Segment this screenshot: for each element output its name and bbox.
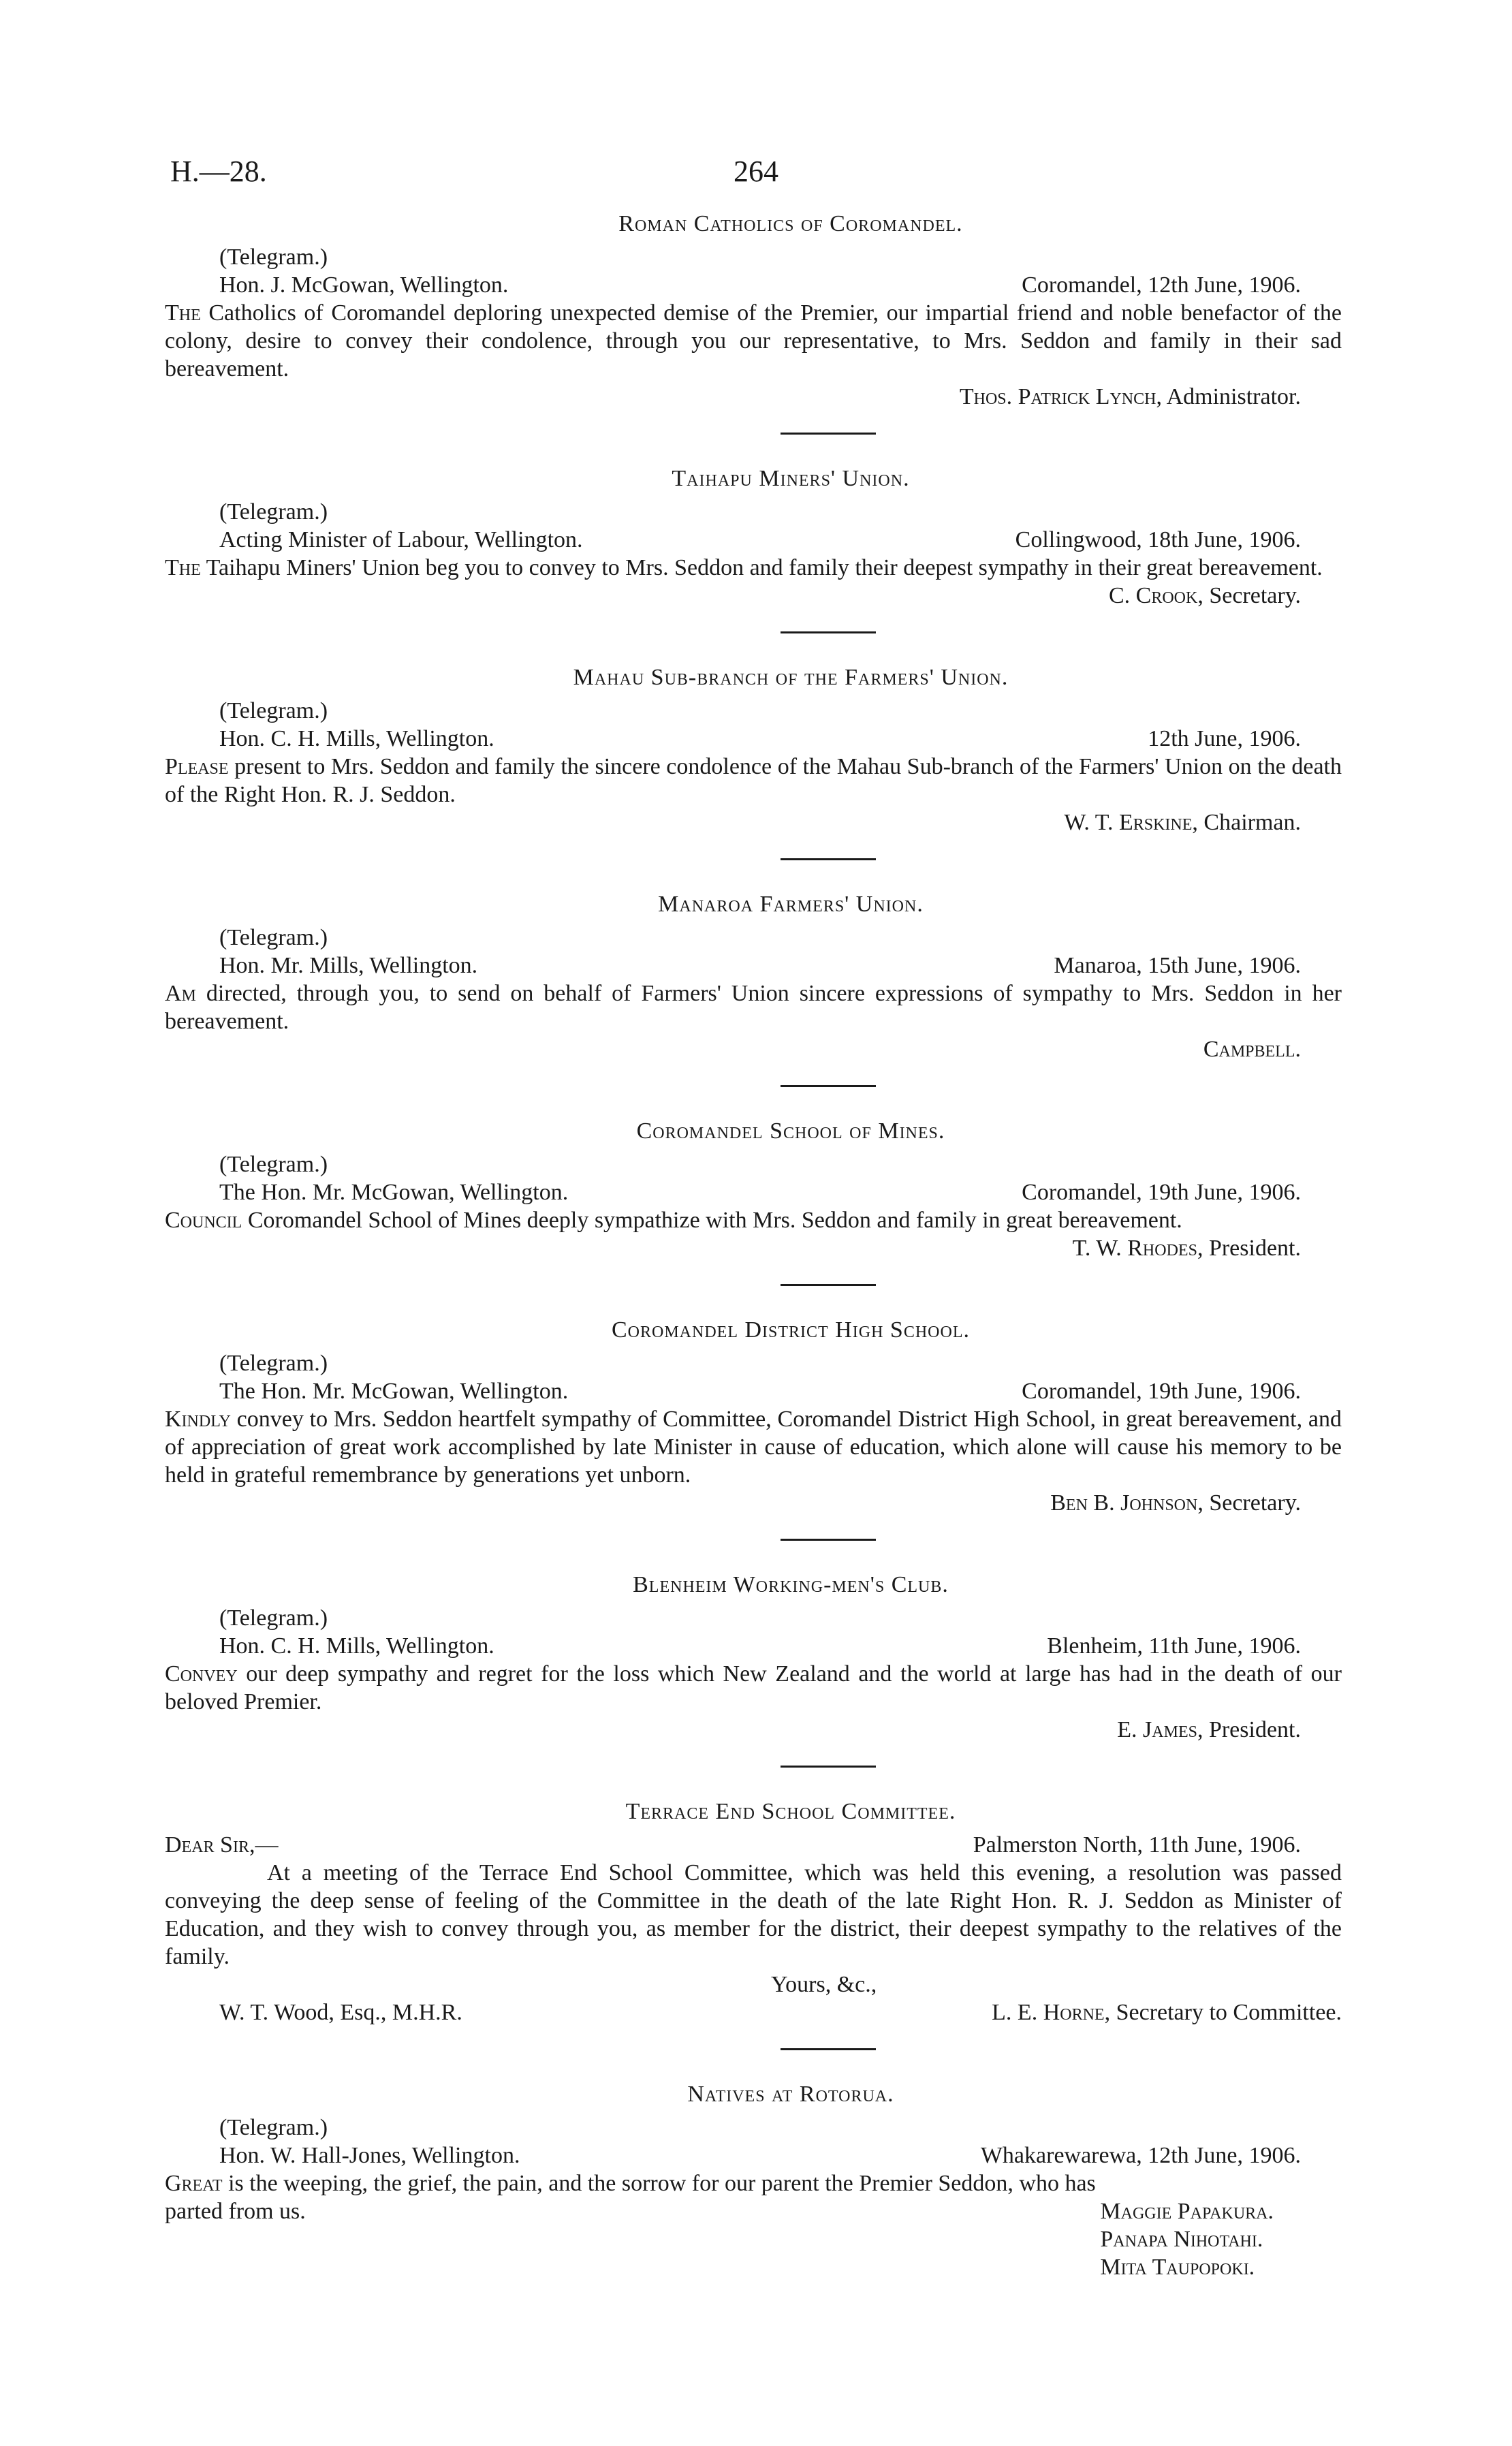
section-title: Roman Catholics of Coromandel. [618, 211, 963, 236]
section-title: Coromandel District High School. [611, 1317, 970, 1343]
signatory-role: President. [1208, 1717, 1301, 1742]
signatory-role: Administrator. [1166, 384, 1301, 409]
telegram-label: (Telegram.) [219, 1605, 328, 1631]
place-date: Whakarewarewa, 12th June, 1906. [980, 2143, 1301, 2168]
telegram-label: (Telegram.) [219, 2115, 328, 2140]
section-title: Terrace End School Committee. [625, 1799, 956, 1824]
page-body [165, 210, 1342, 2281]
signatory-name: E. James, [1117, 1717, 1203, 1742]
lead-word: Convey [165, 1661, 238, 1687]
signature [165, 1489, 1342, 1517]
message-text: is the weeping, the grief, the pain, and the sorrow for our parent the Premier Seddon, who has [228, 2171, 1096, 2196]
section-title: Mahau Sub-branch of the Farmers' Union. [573, 665, 1009, 690]
section-blenheim-club [165, 1571, 1342, 1744]
signature [165, 383, 1342, 411]
signatory-name: C. Crook, [1108, 583, 1203, 608]
signature [165, 809, 1342, 836]
addressee: W. T. Wood, Esq., M.H.R. [219, 2000, 462, 2025]
address-line [165, 2142, 1342, 2169]
signatory-name: L. E. Horne, [992, 2000, 1111, 2025]
section-mahau-sub-branch [165, 663, 1342, 836]
recipient: Hon. C. H. Mills, Wellington. [219, 726, 494, 751]
signatory-role: Secretary to Committee. [1116, 2000, 1342, 2025]
place-date: Collingwood, 18th June, 1906. [1015, 527, 1301, 552]
message-body [165, 1206, 1342, 1234]
valediction: Yours, &c., [771, 1972, 877, 1997]
lead-word: The [165, 555, 201, 580]
section-title: Blenheim Working-men's Club. [633, 1572, 949, 1597]
place-date: Blenheim, 11th June, 1906. [1047, 1633, 1301, 1659]
signature [165, 1234, 1342, 1262]
section-district-high-school [165, 1316, 1342, 1517]
document-reference: H.—28. [170, 155, 267, 188]
section-title: Taihapu Miners' Union. [672, 466, 910, 491]
signatory-role: Chairman. [1203, 810, 1301, 835]
section-divider [781, 2048, 876, 2050]
message-body [165, 979, 1342, 1035]
message-text: Taihapu Miners' Union beg you to convey to Mrs. Seddon and family their deepest sympathy in their great bereavement. [206, 555, 1323, 580]
signatory-name: Ben B. Johnson, [1050, 1490, 1203, 1516]
section-divider [781, 1766, 876, 1768]
salutation-line [165, 1831, 1342, 1859]
lead-word: Kindly [165, 1407, 231, 1432]
page-number: 264 [734, 155, 778, 188]
signatory-name: Campbell. [1203, 1037, 1301, 1062]
section-divider [781, 1085, 876, 1087]
lead-word: The [165, 300, 201, 326]
signature [165, 1716, 1342, 1744]
telegram-label: (Telegram.) [219, 499, 328, 524]
section-terrace-end [165, 1798, 1342, 2026]
telegram-label: (Telegram.) [219, 1351, 328, 1376]
section-taihapu-miners [165, 465, 1342, 610]
message-text: Catholics of Coromandel deploring unexpected demise of the Premier, our impartial friend and noble benefactor of the colony, desire to convey their condolence, through you our representative, to Mrs. Seddon and family in their sad bereavement. [165, 300, 1342, 381]
place-date: Coromandel, 19th June, 1906. [1022, 1180, 1301, 1205]
signatory-role: Secretary. [1209, 1490, 1301, 1516]
message-text: directed, through you, to send on behalf of Farmers' Union sincere expressions of sympathy to Mrs. Seddon in her bereavement. [165, 981, 1342, 1034]
telegram-label: (Telegram.) [219, 1152, 328, 1177]
section-divider [781, 1539, 876, 1541]
place-date: Coromandel, 19th June, 1906. [1022, 1379, 1301, 1404]
message-text: convey to Mrs. Seddon heartfelt sympathy of Committee, Coromandel District High School, in great bereavement, and of appreciation of great work accomplished by late Minister in cause of education, which alone will cause his memory to be held in grateful remembrance by generations yet unborn. [165, 1407, 1342, 1488]
signature [165, 582, 1342, 610]
lead-word: Council [165, 1208, 242, 1233]
message-body [165, 2169, 1342, 2197]
address-line [165, 1377, 1342, 1405]
section-natives-rotorua [165, 2080, 1342, 2281]
signatory-name: Thos. Patrick Lynch, [959, 384, 1162, 409]
section-divider [781, 1284, 876, 1286]
letter-body: At a meeting of the Terrace End School Committee, which was held this evening, a resolution was passed conveying the deep sense of feeling of the Committee in the death of the late Right Hon. R. J. Seddon as Minister of Education, and they wish to convey through you, as member for the district, their deepest sympathy to the relatives of the family. [165, 1860, 1342, 1969]
signature-area [165, 2197, 1342, 2281]
recipient: Acting Minister of Labour, Wellington. [219, 527, 583, 552]
signatory-name: Maggie Papakura. [1100, 2199, 1274, 2224]
telegram-label: (Telegram.) [219, 245, 328, 270]
section-roman-catholics [165, 210, 1342, 411]
place-date: Palmerston North, 11th June, 1906. [973, 1832, 1301, 1857]
recipient: Hon. J. McGowan, Wellington. [219, 272, 509, 298]
recipient: Hon. W. Hall-Jones, Wellington. [219, 2143, 520, 2168]
address-line [165, 952, 1342, 979]
section-divider [781, 631, 876, 633]
message-text-continued: parted from us. [165, 2199, 306, 2224]
recipient: Hon. C. H. Mills, Wellington. [219, 1633, 494, 1659]
signatories [1100, 2197, 1342, 2281]
signature [992, 1998, 1342, 2026]
closing-line [165, 1998, 1342, 2026]
lead-word: Am [165, 981, 196, 1006]
address-line [165, 725, 1342, 753]
signatory-role: Secretary. [1209, 583, 1301, 608]
message-body [165, 1405, 1342, 1489]
signature [165, 1035, 1342, 1063]
recipient: The Hon. Mr. McGowan, Wellington. [219, 1180, 569, 1205]
signatory-name: T. W. Rhodes, [1072, 1236, 1203, 1261]
message-body [165, 1660, 1342, 1716]
place-date: 12th June, 1906. [1148, 726, 1301, 751]
place-date: Coromandel, 12th June, 1906. [1022, 272, 1301, 298]
signatory-name: Mita Taupopoki. [1100, 2255, 1255, 2280]
telegram-label: (Telegram.) [219, 925, 328, 950]
place-date: Manaroa, 15th June, 1906. [1054, 953, 1301, 978]
address-line [165, 526, 1342, 554]
signatory-name: Panapa Nihotahi. [1100, 2227, 1263, 2252]
section-divider [781, 858, 876, 860]
message-body [165, 554, 1342, 582]
message-text: our deep sympathy and regret for the loss which New Zealand and the world at large has had in the death of our beloved Premier. [165, 1661, 1342, 1714]
telegram-label: (Telegram.) [219, 698, 328, 723]
message-text: Coromandel School of Mines deeply sympathize with Mrs. Seddon and family in great bereavement. [247, 1208, 1182, 1233]
address-line [165, 1178, 1342, 1206]
signatory-role: President. [1208, 1236, 1301, 1261]
lead-word: Please [165, 754, 229, 779]
recipient: The Hon. Mr. McGowan, Wellington. [219, 1379, 569, 1404]
recipient: Hon. Mr. Mills, Wellington. [219, 953, 478, 978]
lead-word: Great [165, 2171, 223, 2196]
address-line [165, 271, 1342, 299]
section-title: Natives at Rotorua. [687, 2082, 894, 2107]
salutation: Dear Sir,— [165, 1832, 279, 1857]
section-title: Manaroa Farmers' Union. [658, 892, 924, 917]
address-line [165, 1632, 1342, 1660]
message-body [165, 753, 1342, 809]
section-title: Coromandel School of Mines. [636, 1118, 945, 1144]
message-body [165, 299, 1342, 383]
section-divider [781, 433, 876, 435]
message-text: present to Mrs. Seddon and family the sincere condolence of the Mahau Sub-branch of the Farmers' Union on the death of the Right Hon. R. J. Seddon. [165, 754, 1342, 807]
section-school-of-mines [165, 1117, 1342, 1262]
section-manaroa-farmers [165, 890, 1342, 1063]
signatory-name: W. T. Erskine, [1064, 810, 1198, 835]
